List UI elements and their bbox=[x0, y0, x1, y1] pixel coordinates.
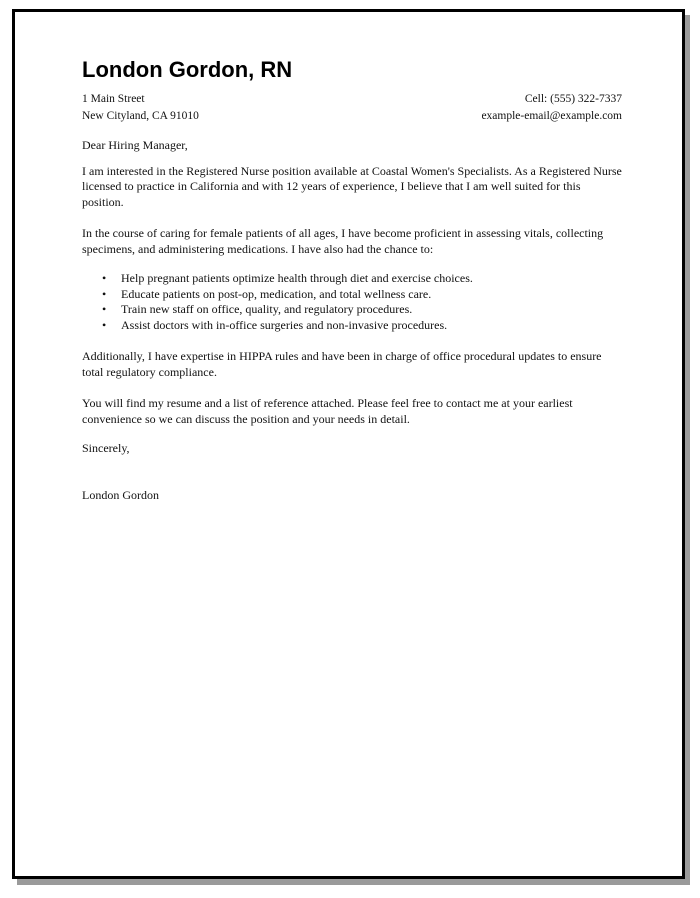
applicant-name: London Gordon, RN bbox=[82, 57, 293, 82]
phone-number: Cell: (555) 322-7337 bbox=[524, 93, 622, 105]
salutation: Dear Hiring Manager, bbox=[82, 138, 188, 152]
bullet-icon: • bbox=[102, 302, 107, 316]
paragraph-expertise: Additionally, I have expertise in HIPPA rules and have been in charge of office procedural updates to ensure total regulatory compliance. bbox=[82, 349, 602, 379]
email-address: example-email@example.com bbox=[481, 110, 622, 122]
list-item bbox=[102, 302, 622, 318]
address-line-1: 1 Main Street bbox=[82, 93, 145, 105]
address-line-2: New Cityland, CA 91010 bbox=[82, 110, 199, 122]
list-item bbox=[102, 318, 622, 334]
skills-list bbox=[82, 271, 622, 333]
address-block bbox=[82, 91, 199, 125]
document-page bbox=[12, 9, 685, 879]
phone-email-block bbox=[481, 91, 622, 125]
paragraph-intro: I am interested in the Registered Nurse position available at Coastal Women's Specialists. As a Registered Nurse licensed to practice in California and with 12 years of experience, I believe that I am well suited for this position. bbox=[82, 163, 622, 209]
bullet-icon: • bbox=[102, 317, 107, 332]
signature-name: London Gordon bbox=[82, 487, 159, 502]
closing: Sincerely, bbox=[82, 441, 130, 455]
list-item bbox=[102, 271, 622, 287]
list-item-text: Train new staff on office, quality, and regulatory procedures. bbox=[121, 302, 413, 316]
paragraph-closing: You will find my resume and a list of reference attached. Please feel free to contact me at your earliest convenience so we can discuss the position and your needs in detail. bbox=[82, 396, 573, 426]
bullet-icon: • bbox=[102, 286, 107, 301]
list-item-text: Assist doctors with in-office surgeries and non-invasive procedures. bbox=[121, 317, 448, 332]
list-item bbox=[102, 287, 622, 303]
paragraph-experience: In the course of caring for female patients of all ages, I have become proficient in assessing vitals, collecting specimens, and administering medications. I have also had the chance to: bbox=[82, 226, 604, 256]
bullet-icon: • bbox=[102, 271, 107, 285]
list-item-text: Help pregnant patients optimize health through diet and exercise choices. bbox=[121, 271, 473, 285]
list-item-text: Educate patients on post-op, medication, and total wellness care. bbox=[121, 286, 432, 301]
letter-content bbox=[82, 57, 622, 503]
contact-block bbox=[82, 91, 622, 125]
